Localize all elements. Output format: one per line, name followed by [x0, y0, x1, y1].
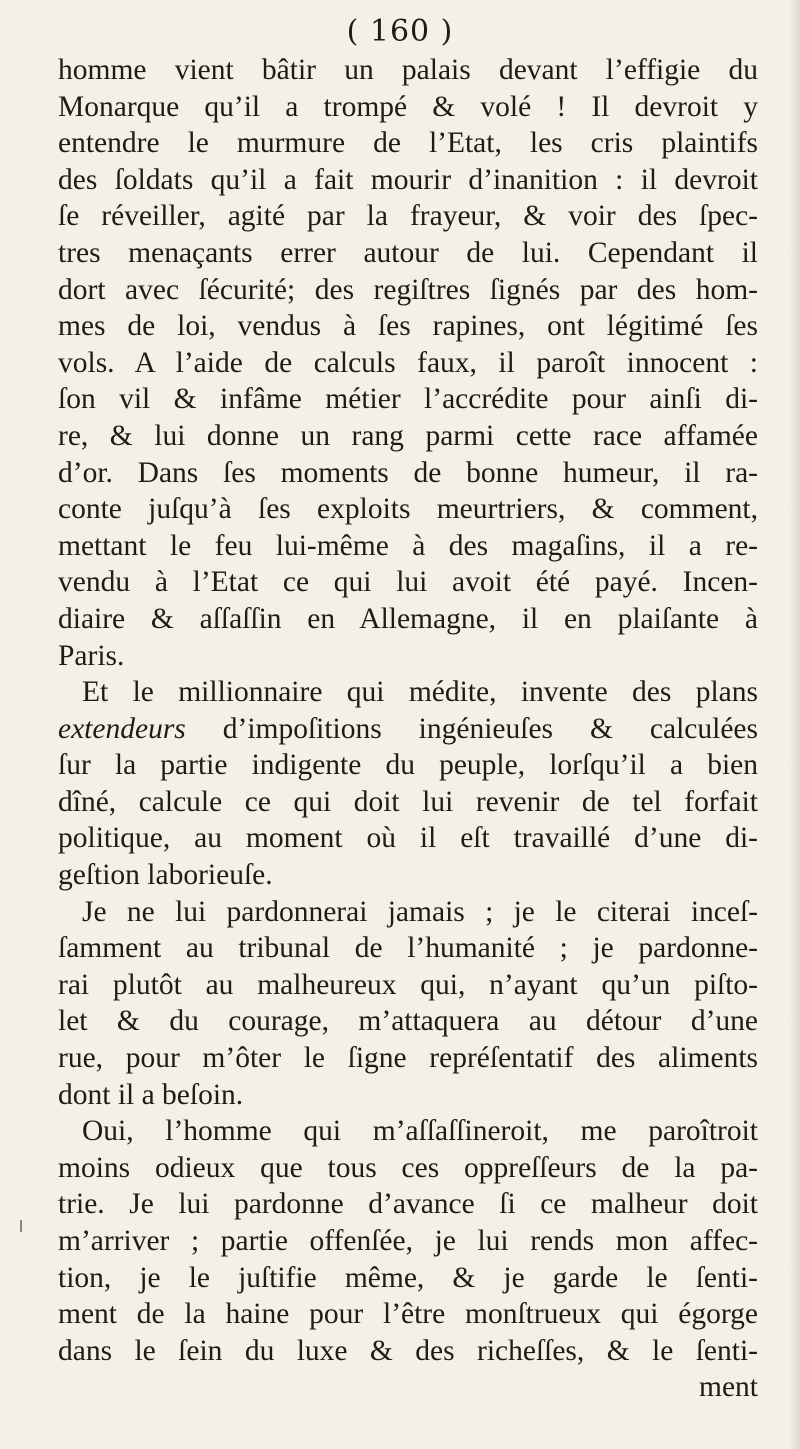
text-line: diaire & aſſaſſin en Allemagne, il en plaiſante à [58, 602, 758, 635]
text-line: dort avec ſécurité; des regiſtres ſignés par des hom- [58, 273, 758, 306]
text-line: Je ne lui pardonnerai jamais ; je le citerai inceſ- [82, 895, 758, 928]
text-line: dont il a beſoin. [58, 1078, 244, 1111]
text-line: ſon vil & infâme métier l’accrédite pour ainſi di- [58, 383, 758, 416]
text-line: entendre le murmure de l’Etat, les cris plaintifs [58, 127, 758, 160]
text-line: d’or. Dans ſes moments de bonne humeur, il ra- [58, 456, 758, 489]
text-line: Oui, l’homme qui m’aſſaſſineroit, me paroîtroit [82, 1115, 758, 1148]
text-line: Monarque qu’il a trompé & volé ! Il devroit y [58, 90, 758, 123]
text-line: conte juſqu’à ſes exploits meurtriers, & comment, [58, 493, 758, 526]
text-line: dîné, calcule ce qui doit lui revenir de tel forfait [58, 785, 758, 818]
text-line: ſur la partie indigente du peuple, lorſqu’il a bien [58, 749, 758, 782]
text-line: rai plutôt au malheureux qui, n’ayant qu’un piſto- [58, 968, 758, 1001]
ink-mark [20, 1220, 22, 1232]
text-line: vendu à l’Etat ce qui lui avoit été payé. Incen- [58, 566, 758, 599]
text-line: re, & lui donne un rang parmi cette race affamée [58, 419, 758, 452]
text-line: vols. A l’aide de calculs faux, il paroît innocent : [58, 346, 758, 379]
text-line: tion, je le juſtifie même, & je garde le ſenti- [58, 1261, 758, 1294]
text-line: homme vient bâtir un palais devant l’effigie du [58, 54, 758, 86]
text-line: Et le millionnaire qui médite, invente des plans [82, 676, 758, 709]
text-line: moins odieux que tous ces oppreſſeurs de la pa- [58, 1151, 758, 1184]
page-number: ( 160 ) [346, 14, 454, 49]
text-line: extendeurs d’impoſitions ingénieuſes & calculées [58, 712, 758, 745]
text-line: rue, pour m’ôter le ſigne repréſentatif des aliments [58, 1042, 758, 1075]
text-line: ſe réveiller, agité par la frayeur, & voir des ſpec- [58, 200, 758, 233]
catchword: ment [699, 1371, 758, 1404]
text-line: tres menaçants errer autour de lui. Cependant il [58, 236, 758, 269]
page-edge-shadow [790, 0, 800, 1449]
text-line: ment de la haine pour l’être monſtrueux qui égorge [58, 1298, 758, 1331]
text-line: geſtion laborieuſe. [58, 859, 273, 892]
body-text [58, 52, 758, 1406]
text-line: des ſoldats qu’il a fait mourir d’inanition : il devroit [58, 163, 758, 196]
text-line: politique, au moment où il eſt travaillé d’une di- [58, 822, 758, 855]
text-line: dans le ſein du luxe & des richeſſes, & le ſenti- [58, 1334, 758, 1367]
text-line: mes de loi, vendus à ſes rapines, ont légitimé ſes [58, 310, 758, 343]
italic-word: extendeurs [58, 712, 186, 745]
text-line: let & du courage, m’attaquera au détour d’une [58, 1005, 758, 1038]
text-line: Paris. [58, 639, 125, 672]
text-line: m’arriver ; partie offenſée, je lui rends mon affec- [58, 1225, 758, 1257]
text-line: trie. Je lui pardonne d’avance ſi ce malheur doit [58, 1188, 758, 1221]
text-line: ſamment au tribunal de l’humanité ; je pardonne- [58, 932, 758, 965]
text-line: mettant le feu lui-même à des magaſins, il a re- [58, 529, 758, 562]
